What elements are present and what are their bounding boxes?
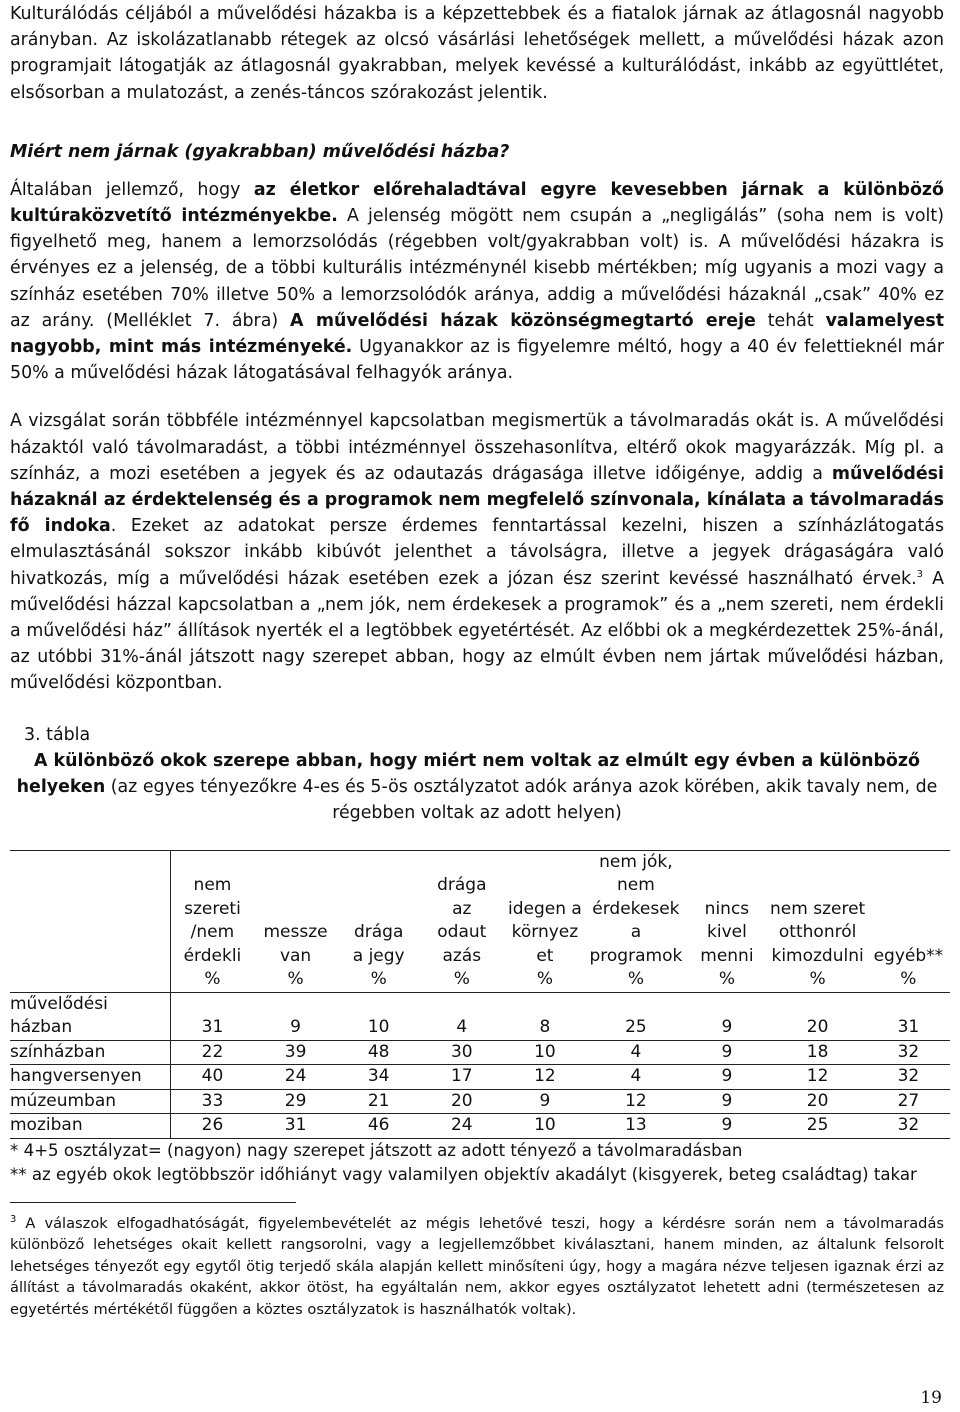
column-header	[170, 850, 254, 968]
paragraph-2	[10, 177, 944, 387]
unit-cell: %	[900, 969, 917, 990]
row-label	[10, 1040, 170, 1065]
table-title-text: (az egyes tényezőkre 4-es és 5-ös osztályzatot adók aránya azok körében, akik tavaly nem, de régebben voltak az adott helyen)	[105, 776, 938, 823]
table-cell: 4	[586, 1040, 685, 1065]
unit-cell: %	[809, 969, 826, 990]
table-row	[10, 1040, 950, 1065]
column-header-line: van	[279, 945, 312, 966]
table-row	[10, 1065, 950, 1090]
row-label-line: színházban	[10, 1041, 106, 1062]
column-header	[586, 850, 685, 968]
column-header-line: nem	[617, 875, 655, 896]
table-cell: 13	[586, 1114, 685, 1139]
table-cell: 20	[420, 1089, 503, 1114]
table-cell: 39	[254, 1040, 337, 1065]
column-header	[503, 850, 586, 968]
table-cell: 33	[170, 1089, 254, 1114]
table-cell: 9	[254, 992, 337, 1040]
column-header-line: azás	[442, 945, 482, 966]
column-header-line: nem	[193, 875, 232, 896]
column-header	[768, 850, 866, 968]
column-header-line: az	[452, 898, 472, 919]
row-label-line: múzeumban	[10, 1090, 117, 1111]
table-cell: 9	[685, 1065, 768, 1090]
table-title-bold: A különböző okok szerepe abban, hogy miért nem voltak az elmúlt egy évben a különböző helyeken	[16, 750, 920, 797]
table-cell: 10	[337, 992, 420, 1040]
row-label-line: moziban	[10, 1115, 83, 1136]
table-cell: 25	[586, 992, 685, 1040]
column-header-line: érdekesek a	[592, 898, 680, 943]
table-cell: 20	[768, 1089, 866, 1114]
column-header-line: érdekli	[183, 945, 242, 966]
table-cell: 31	[170, 992, 254, 1040]
footnote	[10, 1213, 944, 1321]
column-header-line: drága	[437, 875, 487, 896]
column-header-line: kivel	[707, 922, 747, 943]
table-cell: 31	[867, 992, 950, 1040]
page-number: 19	[920, 1388, 942, 1408]
unit-cell: %	[627, 969, 644, 990]
paragraph-1-text: Kulturálódás céljából a művelődési házakba is a képzettebbek és a fiatalok járnak az átlagosnál nagyobb arányban. Az iskolázatlanabb rétegek az olcsó vásárlási lehetőségek mellett, a művelődési házak azon programjait látogatják az átlagosnál gyakrabban, melyek kevéssé a kulturálódást, inkább az együttlétet, elsősorban a mulatozást, a zenés-táncos szórakozást jelentik.	[10, 4, 944, 103]
document-page	[10, 0, 944, 1321]
paragraph-2-text-3: tehát	[755, 310, 826, 331]
table-cell: 8	[503, 992, 586, 1040]
column-header-line: idegen a	[507, 898, 582, 919]
column-header-line: nincs	[704, 898, 750, 919]
row-label-line: művelődési	[10, 993, 108, 1014]
unit-cell: %	[287, 969, 304, 990]
table-cell: 48	[337, 1040, 420, 1065]
column-header-line: környez	[511, 922, 579, 943]
column-header-line: messze	[263, 922, 328, 943]
paragraph-3-bold-1: művelődési házaknál az érdektelenség és a programok nem megfelelő színvonala, kínálata a távolmaradás fő indoka	[10, 463, 944, 537]
table-row	[10, 1114, 950, 1139]
row-label	[10, 992, 170, 1040]
row-label-line: hangversenyen	[10, 1066, 142, 1087]
column-header	[420, 850, 503, 968]
paragraph-3-text-1: A vizsgálat során többféle intézménnyel kapcsolatban megismertük a távolmaradás okát is. A művelődési házaktól való távolmaradást, a többi intézménnyel összehasonlítva, eltérő okok magyarázzák. Míg pl. a színház, a mozi esetében a jegyek és az odautazás drágasága illetve időigénye, addig a	[10, 411, 944, 484]
table-cell: 25	[768, 1114, 866, 1139]
table-cell: 20	[768, 992, 866, 1040]
row-label	[10, 1089, 170, 1114]
table-cell: 32	[867, 1040, 950, 1065]
table-cell: 34	[337, 1065, 420, 1090]
table-cell: 12	[768, 1065, 866, 1090]
column-header	[254, 850, 337, 968]
table-notes	[10, 1139, 944, 1188]
column-header-line: /nem	[190, 922, 235, 943]
paragraph-2-text-4: Ugyanakkor az is figyelemre méltó, hogy a 40 év felettieknél már 50% a művelődési házak látogatásával felhagyók aránya.	[10, 337, 944, 384]
table-cell: 17	[420, 1065, 503, 1090]
table-cell: 24	[420, 1114, 503, 1139]
column-header-line: otthonról	[778, 922, 857, 943]
paragraph-3-text-2: . Ezeket az adatokat persze érdemes fenntartással kezelni, hiszen a színházlátogatás elmulasztásánál sokszor inkább kibúvót jelenthet a távolságra, illetve a jegyek drágaságára való hivatkozás, míg a művelődési házak esetében ezek a józan ész szerint kevéssé használható érvek.	[10, 516, 945, 589]
table-cell: 40	[170, 1065, 254, 1090]
column-header-line: kimozdulni	[771, 945, 864, 966]
table-row	[10, 1089, 950, 1114]
row-label-line: házban	[10, 1017, 73, 1038]
column-header-line: a jegy	[352, 945, 405, 966]
table-cell: 46	[337, 1114, 420, 1139]
table-number: 3. tábla	[24, 724, 91, 745]
table-unit-row	[10, 968, 950, 992]
footnote-reference[interactable]: 3	[916, 568, 924, 580]
table-cell: 32	[867, 1114, 950, 1139]
table-cell: 27	[867, 1089, 950, 1114]
row-label	[10, 1114, 170, 1139]
paragraph-2-text-2: A jelenség mögött nem csupán a „negligálás” (soha nem is volt) figyelhető meg, hanem a lemorzsolódás (régebben volt/gyakrabban volt) is. A művelődési házakra is érvényes ez a jelenség, de a többi kulturális intézménynél kisebb mértékben; míg ugyanis a mozi vagy a színház esetében 70% illetve 50% a lemorzsolódók aránya, addig a művelődési házaknál „csak” 40% ez az arány. (Melléklet 7. ábra)	[10, 206, 944, 331]
unit-cell: %	[536, 969, 553, 990]
column-header-line: drága	[353, 922, 404, 943]
unit-cell: %	[370, 969, 387, 990]
table-cell: 9	[685, 1040, 768, 1065]
footnote-text: A válaszok elfogadhatóságát, figyelembevételét az mégis lehetővé teszi, hogy a kérdésre során nem a távolmaradás különböző lehetséges okait kellett rangsorolni, vagy a legjellemzőbbet kiválasztani, hanem minden, az általunk felsorolt lehetséges tényezőt egy egytől ötig terjedő skála alapján kellett minősíteni úgy, hogy a magára nézve teljesen igaznak érzi az állítást a távolmaradás okaként, akkor ötöst, ha egyáltalán nem, akkor egyes osztályzatot lehetett adni (természetesen az egyetértés mértékétől függően a köztes osztályzatok is használhatók voltak).	[10, 1214, 944, 1319]
column-header-line: egyéb**	[873, 945, 944, 966]
table-cell: 12	[586, 1089, 685, 1114]
table-cell: 26	[170, 1114, 254, 1139]
paragraph-2-bold-3: valamelyest nagyobb, mint más intézményeké.	[10, 310, 945, 358]
table-cell: 10	[503, 1040, 586, 1065]
paragraph-3	[10, 408, 944, 696]
table-cell: 9	[685, 1089, 768, 1114]
footnote-mark: 3	[10, 1213, 17, 1225]
table-header-row	[10, 850, 950, 968]
column-header-line: menni	[700, 945, 754, 966]
table-note-2: ** az egyéb okok legtöbbször időhiányt vagy valamilyen objektív akadályt (kisgyerek, beteg családtag) takar	[10, 1165, 917, 1185]
column-header-line: et	[536, 945, 554, 966]
table-cell: 9	[685, 1114, 768, 1139]
table-cell: 21	[337, 1089, 420, 1114]
unit-cell: %	[453, 969, 470, 990]
column-header	[337, 850, 420, 968]
column-header-line: nem szeret	[770, 898, 866, 919]
unit-cell: %	[718, 969, 735, 990]
paragraph-2-bold-1: az életkor előrehaladtával egyre kevesebben járnak a különböző kultúraközvetítő intézményekbe.	[10, 179, 944, 227]
table-cell: 4	[586, 1065, 685, 1090]
unit-row-label	[10, 968, 170, 992]
column-header-line: szereti	[184, 898, 241, 919]
paragraph-3-text-3: A művelődési házzal kapcsolatban a „nem jók, nem érdekesek a programok” és a „nem szereti, nem érdekli a művelődési ház” állítások nyerték el a legtöbbek egyetértését. Az előbbi ok a megkérdezettek 25%-ánál, az utóbbi 31%-ánál játszott nagy szerepet abban, hogy az elmúlt évben nem jártak művelődési házban, művelődési központban.	[10, 568, 944, 694]
table-cell: 10	[503, 1114, 586, 1139]
footnote-separator	[10, 1202, 296, 1203]
row-label	[10, 1065, 170, 1090]
table-cell: 24	[254, 1065, 337, 1090]
column-header	[867, 850, 950, 968]
section-heading: Miért nem járnak (gyakrabban) művelődési házba?	[10, 141, 510, 162]
table-cell: 30	[420, 1040, 503, 1065]
table-cell: 29	[254, 1089, 337, 1114]
table-corner-cell	[10, 850, 170, 968]
table-row	[10, 992, 950, 1040]
table-title	[10, 748, 944, 826]
table-cell: 31	[254, 1114, 337, 1139]
paragraph-2-text-1: Általában jellemző, hogy	[10, 179, 254, 200]
table-cell: 22	[170, 1040, 254, 1065]
table-cell: 9	[503, 1089, 586, 1114]
table-cell: 9	[685, 992, 768, 1040]
table-cell: 32	[867, 1065, 950, 1090]
table-cell: 18	[768, 1040, 866, 1065]
table-note-1: * 4+5 osztályzat= (nagyon) nagy szerepet játszott az adott tényező a távolmaradásban	[10, 1140, 743, 1160]
column-header-line: nem jók,	[599, 851, 673, 872]
column-header	[685, 850, 768, 968]
paragraph-2-bold-2: A művelődési házak közönségmegtartó ereje	[290, 310, 756, 331]
column-header-line: odaut	[437, 922, 487, 943]
reasons-table	[10, 850, 950, 1139]
table-cell: 4	[420, 992, 503, 1040]
table-cell: 12	[503, 1065, 586, 1090]
unit-cell: %	[204, 969, 221, 990]
paragraph-1	[10, 0, 944, 106]
column-header-line: programok	[589, 945, 683, 966]
